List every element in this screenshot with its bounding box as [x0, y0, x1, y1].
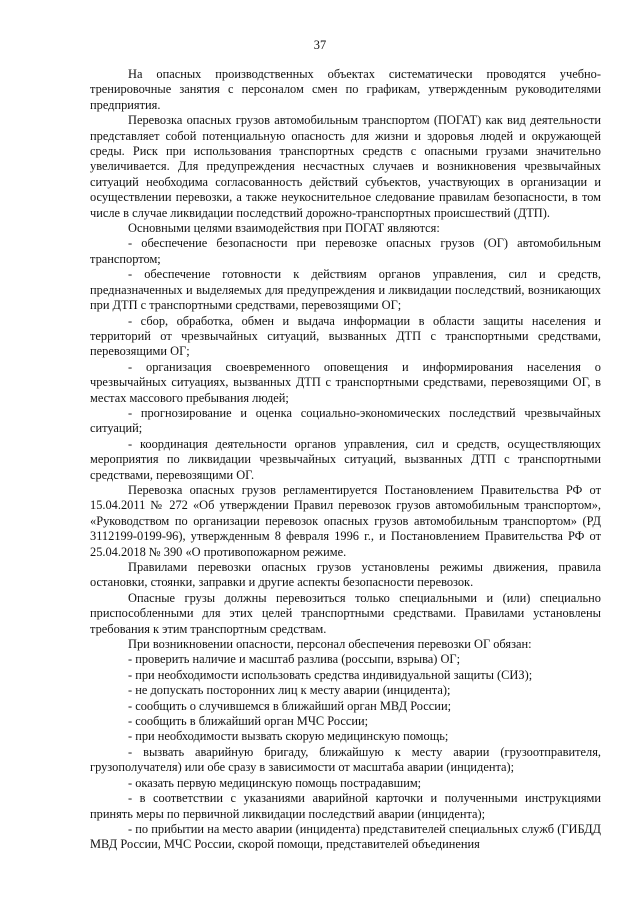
paragraph: Перевозка опасных грузов автомобильным транспортом (ПОГАТ) как вид деятельности представляет собой потенциальную опасность для жизни и здоровья людей и окружающей среды. Риск при использования транспортных средств с опасными грузами значительно увеличивается. Для предупреждения несчастных случаев и возникновения чрезвычайных ситуаций необходима согласованность действий субъектов, участвующих в организации и осуществлении перевозки, а также неукоснительное следование правилам безопасности, в том числе в случае ликвидации последствий дорожно-транспортных происшествий (ДТП).	[90, 113, 601, 220]
list-item: - при необходимости вызвать скорую медицинскую помощь;	[128, 729, 449, 744]
paragraph: Основными целями взаимодействия при ПОГАТ являются:	[128, 221, 440, 236]
list-item: - сообщить в ближайший орган МЧС России;	[128, 714, 369, 729]
list-item: - обеспечение готовности к действиям органов управления, сил и средств, предназначенных и выделяемых для предупреждения и ликвидации последствий, возникающих при ДТП с транспортными средствами, перевозящими ОГ;	[90, 267, 601, 313]
list-item: - обеспечение безопасности при перевозке опасных грузов (ОГ) автомобильным транспортом;	[90, 236, 601, 266]
paragraph: Правилами перевозки опасных грузов установлены режимы движения, правила остановки, стоянки, заправки и другие аспекты безопасности перевозок.	[90, 560, 601, 590]
list-item: - не допускать посторонних лиц к месту аварии (инцидента);	[128, 683, 451, 698]
paragraph: На опасных производственных объектах систематически проводятся учебно-тренировочные занятия с персоналом смен по графикам, утвержденным руководителями предприятия.	[90, 67, 601, 112]
list-item: - вызвать аварийную бригаду, ближайшую к месту аварии (грузоотправителя, грузополучателя) или обе сразу в зависимости от масштаба аварии (инцидента);	[90, 744, 601, 775]
list-item: - координация деятельности органов управления, сил и средств, осуществляющих мероприятия по ликвидации чрезвычайных ситуаций, вызванных ДТП с транспортными средствами, перевозящими ОГ.	[90, 436, 601, 482]
list-item: - в соответствии с указаниями аварийной карточки и полученными инструкциями принять меры по первичной ликвидации последствий аварии (инцидента);	[90, 791, 601, 821]
list-item: - сообщить о случившемся в ближайший орган МВД России;	[128, 698, 452, 713]
list-item: - организация своевременного оповещения и информирования населения о чрезвычайных ситуациях, вызванных ДТП с транспортными средствами, перевозящими ОГ, в местах массового пребывания людей;	[90, 359, 601, 405]
list-item: - сбор, обработка, обмен и выдача информации в области защиты населения и территорий от чрезвычайных ситуаций, вызванных ДТП с транспортными средствами, перевозящими ОГ;	[90, 313, 601, 359]
list-item: - оказать первую медицинскую помощь пострадавшим;	[128, 775, 422, 790]
list-item: - при необходимости использовать средства индивидуальной защиты (СИЗ);	[128, 667, 533, 682]
list-item: - по прибытии на место аварии (инцидента) представителей специальных служб (ГИБДД МВД России, МЧС России, скорой помощи, представителей объединения	[90, 821, 601, 852]
paragraph: При возникновении опасности, персонал обеспечения перевозки ОГ обязан:	[128, 637, 532, 652]
list-item: - прогнозирование и оценка социально-экономических последствий чрезвычайных ситуаций;	[90, 405, 601, 436]
paragraph: Перевозка опасных грузов регламентируется Постановлением Правительства РФ от 15.04.2011 № 272 «Об утверждении Правил перевозок грузов автомобильным транспортом», «Руководством по организации перевозок опасных грузов автомобильным транспортом» (РД 3112199-0199-96), утвержденным 8 февраля 1996 г., и Постановлением Правительства РФ от 25.04.2018 № 390 «О противопожарном режиме.	[90, 482, 601, 559]
document-body	[90, 67, 601, 853]
list-item: - проверить наличие и масштаб разлива (россыпи, взрыва) ОГ;	[128, 652, 461, 667]
page-number: 37	[313, 38, 327, 52]
paragraph: Опасные грузы должны перевозиться только специальными и (или) специально приспособленными для этих целей транспортными средствами. Правилами установлены требования к этим транспортным средствам.	[90, 590, 601, 636]
